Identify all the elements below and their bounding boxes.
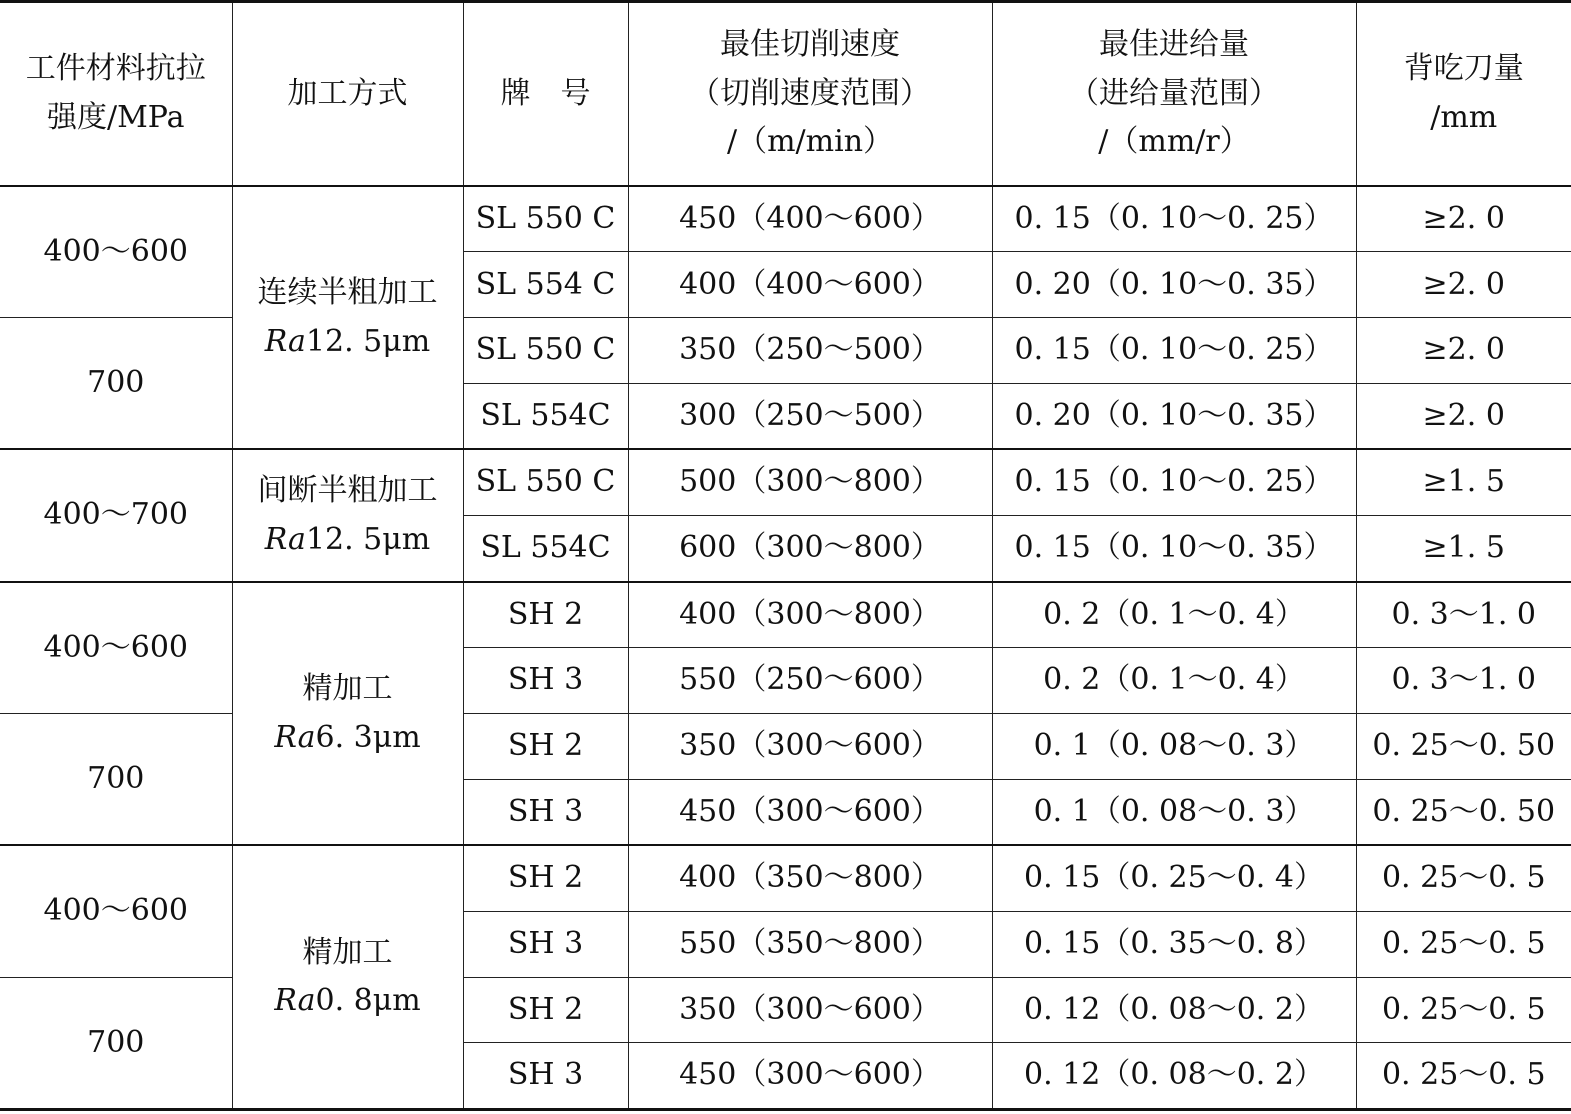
table-row: [0, 582, 1571, 648]
depth-cell: 0. 25～0. 5: [1356, 911, 1571, 977]
header-feed: [992, 2, 1356, 186]
feed-cell: 0. 15（0. 25～0. 4）: [992, 845, 1356, 911]
table-row: [0, 449, 1571, 515]
grade-cell: SH 2: [463, 845, 628, 911]
speed-cell: 450（300～600）: [628, 1043, 992, 1110]
speed-cell: 400（400～600）: [628, 252, 992, 318]
roughness-symbol: Ra: [264, 323, 306, 359]
method-name: 精加工: [302, 934, 393, 970]
grade-cell: SH 3: [463, 911, 628, 977]
feed-cell: 0. 15（0. 35～0. 8）: [992, 911, 1356, 977]
feed-cell: 0. 1（0. 08～0. 3）: [992, 779, 1356, 845]
grade-cell: SL 550 C: [463, 449, 628, 515]
strength-cell: 700: [0, 318, 232, 450]
depth-cell: ≥2. 0: [1356, 252, 1571, 318]
depth-cell: 0. 25～0. 5: [1356, 845, 1571, 911]
grade-cell: SL 550 C: [463, 318, 628, 384]
roughness-value: [233, 516, 463, 565]
strength-cell: 400～600: [0, 582, 232, 714]
grade-cell: SL 554C: [463, 383, 628, 449]
feed-cell: 0. 15（0. 10～0. 35）: [992, 516, 1356, 582]
header-speed-line-3: /（m/min）: [726, 124, 894, 160]
depth-cell: ≥2. 0: [1356, 383, 1571, 449]
strength-cell: 400～600: [0, 186, 232, 318]
header-depth-line-1: 背吃刀量: [1403, 51, 1524, 87]
header-speed-line-1: 最佳切削速度: [720, 27, 900, 63]
depth-cell: 0. 3～1. 0: [1356, 648, 1571, 714]
speed-cell: 300（250～500）: [628, 383, 992, 449]
depth-cell: ≥2. 0: [1356, 318, 1571, 384]
header-speed: [628, 2, 992, 186]
roughness-value: [233, 714, 463, 763]
strength-cell: 400～600: [0, 845, 232, 977]
feed-cell: 0. 15（0. 10～0. 25）: [992, 449, 1356, 515]
header-feed-line-1: 最佳进给量: [1099, 27, 1249, 63]
grade-cell: SH 2: [463, 714, 628, 780]
grade-cell: SH 2: [463, 977, 628, 1043]
feed-cell: 0. 20（0. 10～0. 35）: [992, 383, 1356, 449]
header-feed-line-2: （进给量范围）: [1069, 75, 1279, 111]
speed-cell: 500（300～800）: [628, 449, 992, 515]
table-row: [0, 186, 1571, 252]
header-strength-line-1: 工件材料抗拉: [25, 51, 206, 87]
feed-cell: 0. 15（0. 10～0. 25）: [992, 318, 1356, 384]
method-cell: [232, 845, 463, 1109]
speed-cell: 550（350～800）: [628, 911, 992, 977]
header-strength: [0, 2, 232, 186]
speed-cell: 450（400～600）: [628, 186, 992, 252]
table-row: [0, 845, 1571, 911]
depth-cell: 0. 25～0. 50: [1356, 779, 1571, 845]
depth-cell: ≥1. 5: [1356, 516, 1571, 582]
roughness-number: 6. 3μm: [315, 719, 421, 755]
header-depth-line-2: /mm: [1430, 99, 1498, 135]
grade-cell: SH 3: [463, 1043, 628, 1110]
depth-cell: 0. 25～0. 5: [1356, 977, 1571, 1043]
grade-cell: SH 2: [463, 582, 628, 648]
speed-cell: 600（300～800）: [628, 516, 992, 582]
speed-cell: 400（300～800）: [628, 582, 992, 648]
speed-cell: 550（250～600）: [628, 648, 992, 714]
header-depth: [1356, 2, 1571, 186]
roughness-symbol: Ra: [264, 521, 306, 557]
grade-cell: SL 554C: [463, 516, 628, 582]
feed-cell: 0. 20（0. 10～0. 35）: [992, 252, 1356, 318]
depth-cell: ≥2. 0: [1356, 186, 1571, 252]
header-grade: 牌 号: [463, 2, 628, 186]
strength-cell: 400～700: [0, 449, 232, 581]
method-name: 间断半粗加工: [257, 472, 438, 508]
feed-cell: 0. 15（0. 10～0. 25）: [992, 186, 1356, 252]
method-name: 连续半粗加工: [257, 275, 438, 311]
feed-cell: 0. 12（0. 08～0. 2）: [992, 977, 1356, 1043]
depth-cell: ≥1. 5: [1356, 449, 1571, 515]
header-method: 加工方式: [232, 2, 463, 186]
roughness-symbol: Ra: [274, 719, 316, 755]
depth-cell: 0. 25～0. 5: [1356, 1043, 1571, 1110]
method-name: 精加工: [302, 670, 393, 706]
header-row: [0, 2, 1571, 186]
method-cell: [232, 186, 463, 450]
grade-cell: SH 3: [463, 648, 628, 714]
header-speed-line-2: （切削速度范围）: [690, 75, 930, 111]
grade-cell: SL 550 C: [463, 186, 628, 252]
roughness-number: 12. 5μm: [305, 323, 431, 359]
speed-cell: 350（300～600）: [628, 977, 992, 1043]
feed-cell: 0. 12（0. 08～0. 2）: [992, 1043, 1356, 1110]
depth-cell: 0. 3～1. 0: [1356, 582, 1571, 648]
strength-cell: 700: [0, 977, 232, 1109]
roughness-value: [233, 977, 463, 1026]
speed-cell: 350（250～500）: [628, 318, 992, 384]
speed-cell: 350（300～600）: [628, 714, 992, 780]
strength-cell: 700: [0, 714, 232, 846]
roughness-symbol: Ra: [274, 983, 316, 1019]
feed-cell: 0. 1（0. 08～0. 3）: [992, 714, 1356, 780]
speed-cell: 450（300～600）: [628, 779, 992, 845]
roughness-number: 12. 5μm: [305, 521, 431, 557]
method-cell: [232, 582, 463, 846]
feed-cell: 0. 2（0. 1～0. 4）: [992, 582, 1356, 648]
header-feed-line-3: /（mm/r）: [1098, 124, 1250, 160]
grade-cell: SL 554 C: [463, 252, 628, 318]
roughness-number: 0. 8μm: [315, 983, 421, 1019]
method-cell: [232, 449, 463, 581]
depth-cell: 0. 25～0. 50: [1356, 714, 1571, 780]
feed-cell: 0. 2（0. 1～0. 4）: [992, 648, 1356, 714]
grade-cell: SH 3: [463, 779, 628, 845]
speed-cell: 400（350～800）: [628, 845, 992, 911]
header-strength-line-2: 强度/MPa: [46, 99, 185, 135]
roughness-value: [233, 318, 463, 367]
